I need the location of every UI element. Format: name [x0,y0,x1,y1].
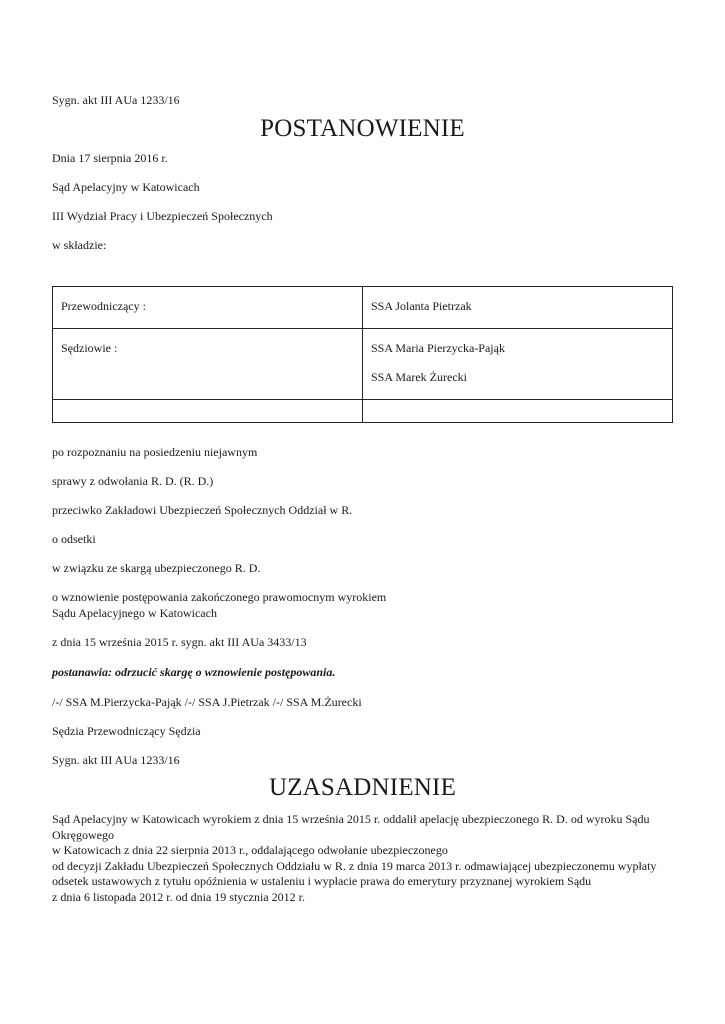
judges-cell [363,329,673,400]
decision-date: Dnia 17 sierpnia 2016 r. [52,151,168,165]
paragraph-line: w Katowicach z dnia 22 sierpnia 2013 r., oddalającego odwołanie ubezpieczonego [52,843,448,857]
judge-name: SSA Marek Żurecki [371,370,467,384]
signatures: /-/ SSA M.Pierzycka-Pająk /-/ SSA J.Pietrzak /-/ SSA M.Żurecki [52,695,362,709]
justification-title: UZASADNIENIE [268,774,457,801]
document-title: POSTANOWIENIE [260,115,465,142]
justification-paragraph [52,812,680,905]
court-composition-table [52,286,673,423]
justification-case-reference: Sygn. akt III AUa 1233/16 [52,753,180,767]
chair-name: SSA Jolanta Pietrzak [363,287,673,329]
court-name: Sąd Apelacyjny w Katowicach [52,180,200,194]
empty-cell [53,400,363,423]
body-line: przeciwko Zakładowi Ubezpieczeń Społecznych Oddział w R. [52,503,353,517]
chair-label: Przewodniczący : [53,287,363,329]
judge-name: SSA Maria Pierzycka-Pająk [371,341,505,355]
signature-roles: Sędzia Przewodniczący Sędzia [52,724,201,738]
body-line: o odsetki [52,532,96,546]
body-line: z dnia 15 września 2015 r. sygn. akt III AUa 3433/13 [52,635,307,649]
case-reference: Sygn. akt III AUa 1233/16 [52,93,180,107]
court-division: III Wydział Pracy i Ubezpieczeń Społecznych [52,209,273,223]
empty-cell [363,400,673,423]
body-line: po rozpoznaniu na posiedzeniu niejawnym [52,445,258,459]
body-line: w związku ze skargą ubezpieczonego R. D. [52,561,261,575]
judges-label: Sędziowie : [53,329,363,400]
body-line: o wznowienie postępowania zakończonego prawomocnym wyrokiem [52,590,387,604]
table-row [53,287,673,329]
paragraph-line: od decyzji Zakładu Ubezpieczeń Społecznych Oddziału w R. z dnia 19 marca 2013 r. odmawiającej ubezpieczonemu wypłaty odsetek ustawowych z tytułu opóźnienia w ustaleniu i wypłacie prawa do emerytury przyznanej wyrokiem Sądu [52,858,657,888]
composition-label: w składzie: [52,238,107,252]
table-row [53,329,673,400]
paragraph-line: z dnia 6 listopada 2012 r. od dnia 19 stycznia 2012 r. [52,889,305,904]
table-row [53,400,673,423]
body-line: Sądu Apelacyjnego w Katowicach [52,606,217,620]
body-line: sprawy z odwołania R. D. (R. D.) [52,474,214,488]
decision-text: postanawia: odrzucić skargę o wznowienie postępowania. [52,665,336,679]
paragraph-line: Sąd Apelacyjny w Katowicach wyrokiem z dnia 15 września 2015 r. oddalił apelację ubezpieczonego R. D. od wyroku Sądu Okręgowego [52,812,650,842]
